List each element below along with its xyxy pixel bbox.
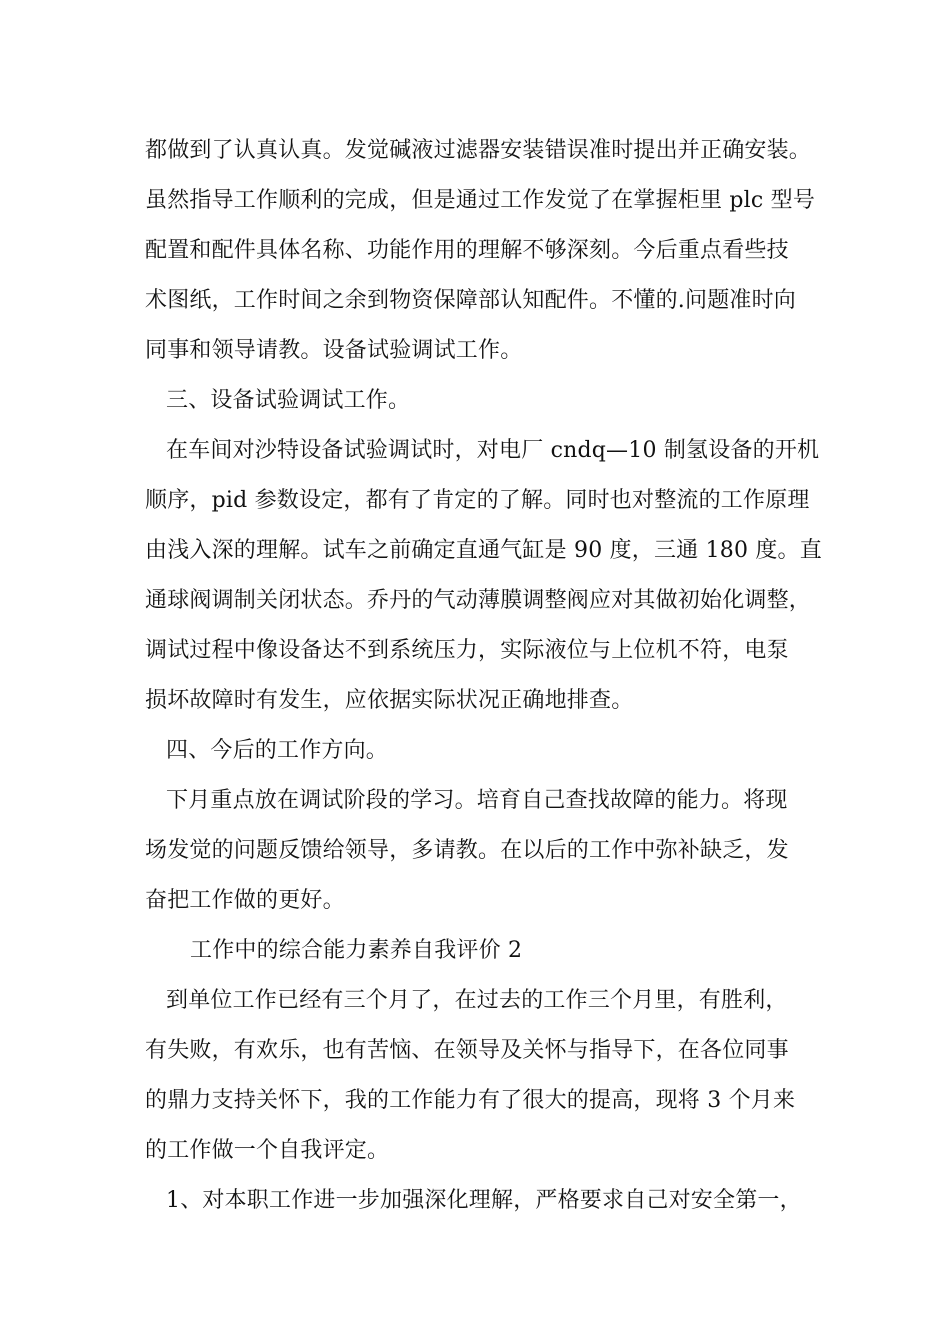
- paragraph-line: 都做到了认真认真。发觉碱液过滤器安装错误准时提出并正确安装。: [145, 138, 812, 163]
- paragraph-line: 1、对本职工作进一步加强深化理解，严格要求自己对安全第一，: [166, 1188, 802, 1213]
- paragraph-line: 到单位工作已经有三个月了，在过去的工作三个月里，有胜利，: [166, 988, 788, 1013]
- paragraph-line: 顺序，pid 参数设定，都有了肯定的了解。同时也对整流的工作原理: [145, 488, 810, 513]
- paragraph-line: 的鼎力支持关怀下，我的工作能力有了很大的提高，现将 3 个月来: [145, 1088, 796, 1113]
- paragraph-line: 奋把工作做的更好。: [145, 888, 345, 913]
- paragraph-line: 配置和配件具体名称、功能作用的理解不够深刻。今后重点看些技: [145, 238, 789, 263]
- section-heading: 四、今后的工作方向。: [166, 738, 389, 763]
- paragraph-line: 损坏故障时有发生，应依据实际状况正确地排查。: [145, 688, 634, 713]
- paragraph-line: 场发觉的问题反馈给领导，多请教。在以后的工作中弥补缺乏，发: [145, 838, 789, 863]
- paragraph-line: 同事和领导请教。设备试验调试工作。: [145, 338, 523, 363]
- paragraph-line: 由浅入深的理解。试车之前确定直通气缸是 90 度，三通 180 度。直: [145, 538, 822, 563]
- paragraph-line: 虽然指导工作顺利的完成，但是通过工作发觉了在掌握柜里 plc 型号: [145, 188, 816, 213]
- paragraph-line: 的工作做一个自我评定。: [145, 1138, 390, 1163]
- paragraph-line: 术图纸，工作时间之余到物资保障部认知配件。不懂的.问题准时向: [145, 288, 796, 313]
- paragraph-line: 在车间对沙特设备试验调试时，对电厂 cndq—10 制氢设备的开机: [166, 438, 820, 463]
- paragraph-line: 通球阀调制关闭状态。乔丹的气动薄膜调整阀应对其做初始化调整，: [145, 588, 812, 613]
- paragraph-line: 调试过程中像设备达不到系统压力，实际液位与上位机不符，电泵: [145, 638, 789, 663]
- document-title: 工作中的综合能力素养自我评价 2: [190, 938, 523, 963]
- paragraph-line: 下月重点放在调试阶段的学习。培育自己查找故障的能力。将现: [166, 788, 788, 813]
- section-heading: 三、设备试验调试工作。: [166, 388, 411, 413]
- paragraph-line: 有失败，有欢乐，也有苦恼、在领导及关怀与指导下，在各位同事: [145, 1038, 789, 1063]
